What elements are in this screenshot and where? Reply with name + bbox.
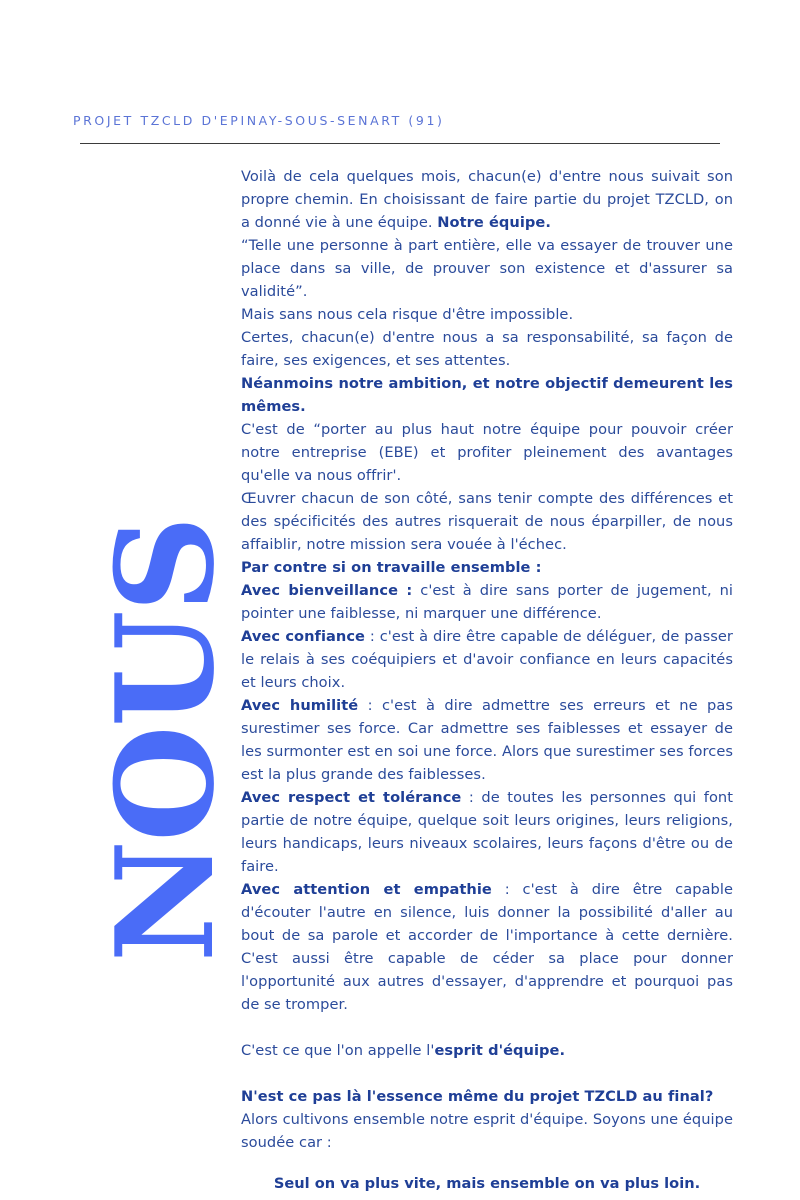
paragraph-esprit — [241, 1039, 733, 1062]
value-attention-title: Avec attention et empathie — [241, 881, 492, 898]
paragraph-cultivate: Alors cultivons ensemble notre esprit d'équipe. Soyons une équipe soudée car : — [241, 1111, 733, 1151]
paragraph-quote: “Telle une personne à part entière, elle va essayer de trouver une place dans sa ville, de prouver son existence et d'assurer sa validité”. — [241, 237, 733, 300]
paragraph-ambition — [241, 372, 733, 418]
paragraph-intro-text: Voilà de cela quelques mois, chacun(e) d'entre nous suivait son propre chemin. En choisissant de faire partie du projet TZCLD, on a donné vie à une équipe. — [241, 168, 733, 231]
paragraph-intro-bold: Notre équipe. — [437, 214, 551, 231]
paragraph-intro — [241, 165, 733, 234]
value-confiance-text: : c'est à dire être capable de déléguer, de passer le relais à ses coéquipiers et d'avoir confiance en leurs capacités et leurs choix. — [241, 628, 733, 691]
paragraph-ambition-bold: Néanmoins notre ambition, et notre objectif demeurent les mêmes. — [241, 375, 733, 415]
value-confiance-title: Avec confiance — [241, 628, 365, 645]
paragraph-esprit-bold: esprit d'équipe. — [434, 1042, 566, 1059]
paragraph-impossible: Mais sans nous cela risque d'être impossible. — [241, 306, 574, 323]
value-confiance — [241, 625, 733, 694]
paragraph-together — [241, 556, 733, 579]
value-respect-text: : de toutes les personnes qui font partie de notre équipe, quelque soit leurs origines, leurs religions, leurs handicaps, leurs niveaux scolaires, leurs façons d'être ou de faire. — [241, 789, 734, 875]
value-humilite-text: : c'est à dire admettre ses erreurs et ne pas surestimer ses force. Car admettre ses faiblesses et essayer de les surmonter est en soi une force. Alors que surestimer ses forces est la plus grande des faiblesses. — [241, 697, 733, 783]
paragraph-together-bold: Par contre si on travaille ensemble : — [241, 559, 542, 576]
paragraph-responsibility: Certes, chacun(e) d'entre nous a sa responsabilité, sa façon de faire, ses exigences, et ses attentes. — [241, 329, 733, 369]
main-text — [241, 165, 733, 1195]
value-bienveillance — [241, 579, 733, 625]
value-attention-text: : c'est à dire être capable d'écouter l'autre en silence, luis donner la possibilité d'aller au bout de sa parole et accorder de l'importance à cette dernière. C'est aussi être capable de céder sa place pour donner l'opportunité aux autres d'essayer, d'apprendre et pourquoi pas de se tromper. — [241, 881, 733, 1013]
paragraph-separately: Œuvrer chacun de son côté, sans tenir compte des différences et des spécificités des autres risquerait de nous éparpiller, de nous affaiblir, notre mission sera vouée à l'échec. — [241, 490, 733, 553]
page-header-title: PROJET TZCLD D'EPINAY-SOUS-SENART (91) — [73, 113, 445, 128]
value-respect — [241, 786, 733, 878]
value-humilite-title: Avec humilité — [241, 697, 359, 714]
value-bienveillance-text: c'est à dire sans porter de jugement, ni pointer une faiblesse, ni marquer une différence. — [241, 582, 733, 622]
value-bienveillance-title: Avec bienveillance : — [241, 582, 413, 599]
spacer — [241, 1016, 733, 1039]
value-respect-title: Avec respect et tolérance — [241, 789, 462, 806]
value-attention — [241, 878, 733, 1016]
side-title-nous: NOUS — [85, 517, 244, 963]
value-humilite — [241, 694, 733, 786]
closing-motto: Seul on va plus vite, mais ensemble on va plus loin. — [273, 1175, 701, 1192]
side-title-container — [85, 517, 244, 963]
paragraph-question-bold: N'est ce pas là l'essence même du projet TZCLD au final? — [241, 1088, 714, 1105]
paragraph-question — [241, 1085, 733, 1108]
spacer — [241, 1062, 733, 1085]
paragraph-esprit-text: C'est ce que l'on appelle l' — [241, 1042, 435, 1059]
header-divider — [80, 143, 720, 144]
paragraph-goal: C'est de “porter au plus haut notre équipe pour pouvoir créer notre entreprise (EBE) et profiter pleinement des avantages qu'elle va nous offrir'. — [241, 421, 733, 484]
